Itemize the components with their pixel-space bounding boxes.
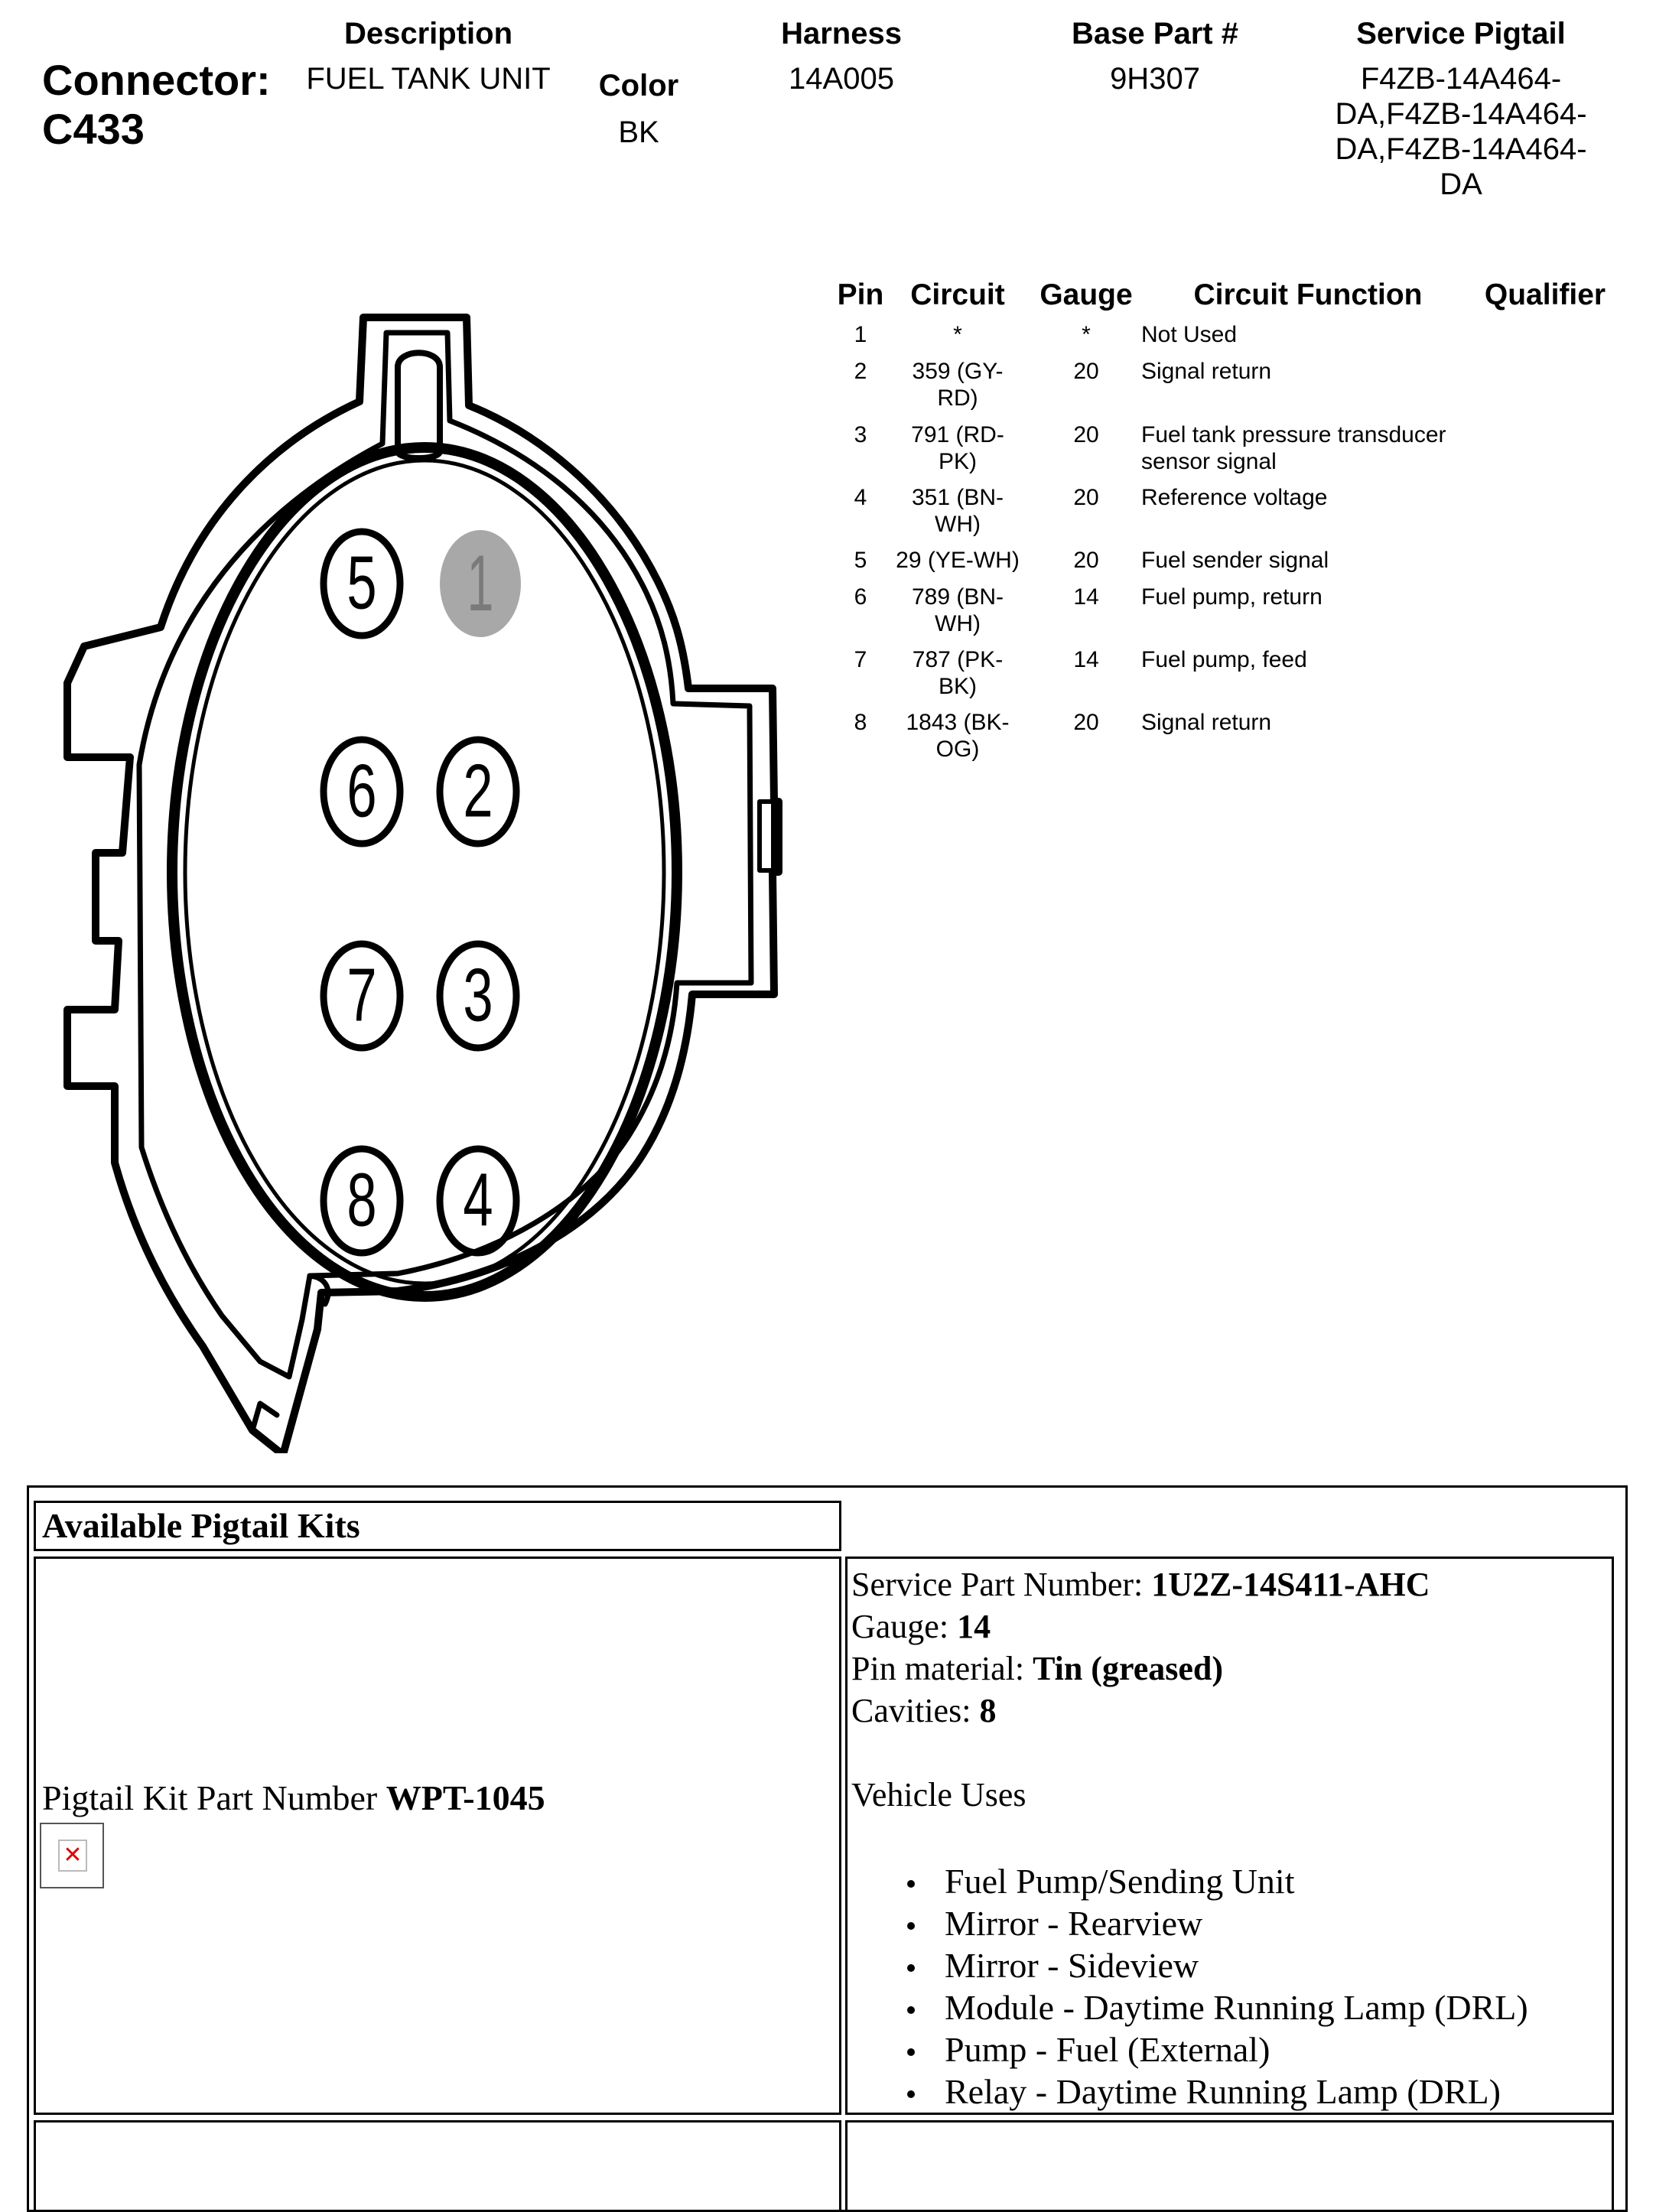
svg-text:2: 2: [463, 750, 493, 834]
table-row-function: Fuel pump, return: [1141, 584, 1323, 610]
table-row-gauge: 20: [1073, 485, 1099, 510]
gauge-spec: Gauge: 14: [851, 1608, 991, 1645]
vehicle-uses-list: [851, 1860, 1612, 2113]
color-value: BK: [618, 115, 659, 149]
table-row-pin: 1: [854, 322, 867, 347]
table-row-gauge: 20: [1073, 422, 1099, 447]
pigtail-kits-title: Available Pigtail Kits: [42, 1506, 360, 1545]
table-row-circuit: 789 (BN- WH): [911, 584, 1004, 636]
broken-image-icon: ✕: [40, 1823, 104, 1888]
svg-text:3: 3: [463, 954, 493, 1038]
table-row-pin: 4: [854, 485, 867, 510]
table-row-pin: 6: [854, 584, 867, 610]
table-row-pin: 3: [854, 422, 867, 447]
table-row-circuit: 1843 (BK- OG): [906, 710, 1010, 762]
pin-4: [440, 1149, 516, 1253]
base-part-header: Base Part #: [1072, 17, 1238, 50]
circuit-column-header: Circuit: [910, 278, 1005, 311]
table-row-gauge: 14: [1073, 647, 1099, 672]
connector-face-diagram: [0, 291, 811, 1453]
table-row-function: Fuel sender signal: [1141, 548, 1329, 573]
pin-7: [324, 944, 400, 1048]
pin-1: [440, 530, 521, 637]
svg-text:8: 8: [346, 1159, 377, 1243]
table-row-function: Not Used: [1141, 322, 1238, 347]
table-row-gauge: *: [1082, 322, 1091, 347]
service-pigtail-header: Service Pigtail: [1356, 17, 1566, 50]
svg-text:7: 7: [346, 954, 377, 1038]
list-item: Pump - Fuel (External): [851, 2028, 1612, 2070]
table-row-pin: 8: [854, 710, 867, 735]
pin-2: [440, 740, 516, 844]
list-item: Module - Daytime Running Lamp (DRL): [851, 1986, 1612, 2028]
table-row-circuit: *: [953, 322, 962, 347]
cavity-boundary: [172, 447, 677, 1296]
table-row-circuit: 29 (YE-WH): [896, 548, 1020, 573]
pin-5: [324, 532, 400, 636]
service-part-number: Service Part Number: 1U2Z-14S411-AHC: [851, 1566, 1430, 1603]
gauge-column-header: Gauge: [1039, 278, 1133, 311]
pigtail-kits-title-cell: [34, 1501, 841, 1551]
latch-notch: [252, 1404, 277, 1430]
color-header: Color: [598, 69, 679, 102]
table-row-gauge: 20: [1073, 710, 1099, 735]
table-row-circuit: 351 (BN- WH): [911, 485, 1004, 537]
function-column-header: Circuit Function: [1193, 278, 1423, 311]
empty-row-cell-right: [845, 2120, 1614, 2212]
svg-text:4: 4: [463, 1159, 493, 1243]
table-row-pin: 7: [854, 647, 867, 672]
table-row-gauge: 14: [1073, 584, 1099, 610]
svg-text:5: 5: [346, 542, 377, 626]
table-row-function: Fuel pump, feed: [1141, 647, 1307, 672]
svg-text:6: 6: [346, 750, 377, 834]
table-row-pin: 2: [854, 359, 867, 384]
kit-number: WPT-1045: [386, 1778, 545, 1817]
description-value: FUEL TANK UNIT: [306, 62, 551, 96]
table-row-circuit: 787 (PK- BK): [912, 647, 1004, 699]
table-row-circuit: 359 (GY- RD): [912, 359, 1004, 411]
list-item: Relay - Daytime Running Lamp (DRL): [851, 2070, 1612, 2113]
table-row-gauge: 20: [1073, 359, 1099, 384]
vehicle-uses-heading: Vehicle Uses: [851, 1776, 1026, 1814]
harness-value: 14A005: [789, 62, 894, 96]
service-pigtail-value: F4ZB-14A464- DA,F4ZB-14A464- DA,F4ZB-14A464- DA: [1335, 62, 1587, 201]
table-row-function: Signal return: [1141, 359, 1272, 384]
pigtail-kit-part-number: Pigtail Kit Part Number WPT-1045: [42, 1778, 545, 1817]
right-rail: [760, 802, 773, 870]
table-row-function: Reference voltage: [1141, 485, 1328, 510]
connector-label: Connector:: [42, 56, 271, 104]
pigtail-kit-cell: [34, 1557, 841, 2115]
list-item: Mirror - Sideview: [851, 1944, 1612, 1986]
pin-6: [324, 740, 400, 844]
list-item: Mirror - Rearview: [851, 1902, 1612, 1944]
cavity-boundary-inner: [185, 460, 664, 1283]
service-part-cell: [845, 1557, 1614, 2115]
qualifier-column-header: Qualifier: [1484, 278, 1606, 311]
table-row-function: Signal return: [1141, 710, 1272, 735]
svg-text:1: 1: [467, 538, 494, 629]
table-row-pin: 5: [854, 548, 867, 573]
connector-id: C433: [42, 105, 145, 153]
pin-8: [324, 1149, 400, 1253]
table-row-function: Fuel tank pressure transducer sensor signal: [1141, 422, 1446, 474]
description-header: Description: [343, 17, 513, 50]
cavities-spec: Cavities: 8: [851, 1692, 997, 1729]
empty-row-cell-left: [34, 2120, 841, 2212]
pin-3: [440, 944, 516, 1048]
harness-header: Harness: [781, 17, 902, 50]
base-part-value: 9H307: [1110, 62, 1200, 96]
table-row-gauge: 20: [1073, 548, 1099, 573]
table-row-circuit: 791 (RD- PK): [911, 422, 1004, 474]
pin-material-spec: Pin material: Tin (greased): [851, 1650, 1224, 1687]
list-item: Fuel Pump/Sending Unit: [851, 1860, 1612, 1902]
pin-column-header: Pin: [837, 278, 884, 311]
